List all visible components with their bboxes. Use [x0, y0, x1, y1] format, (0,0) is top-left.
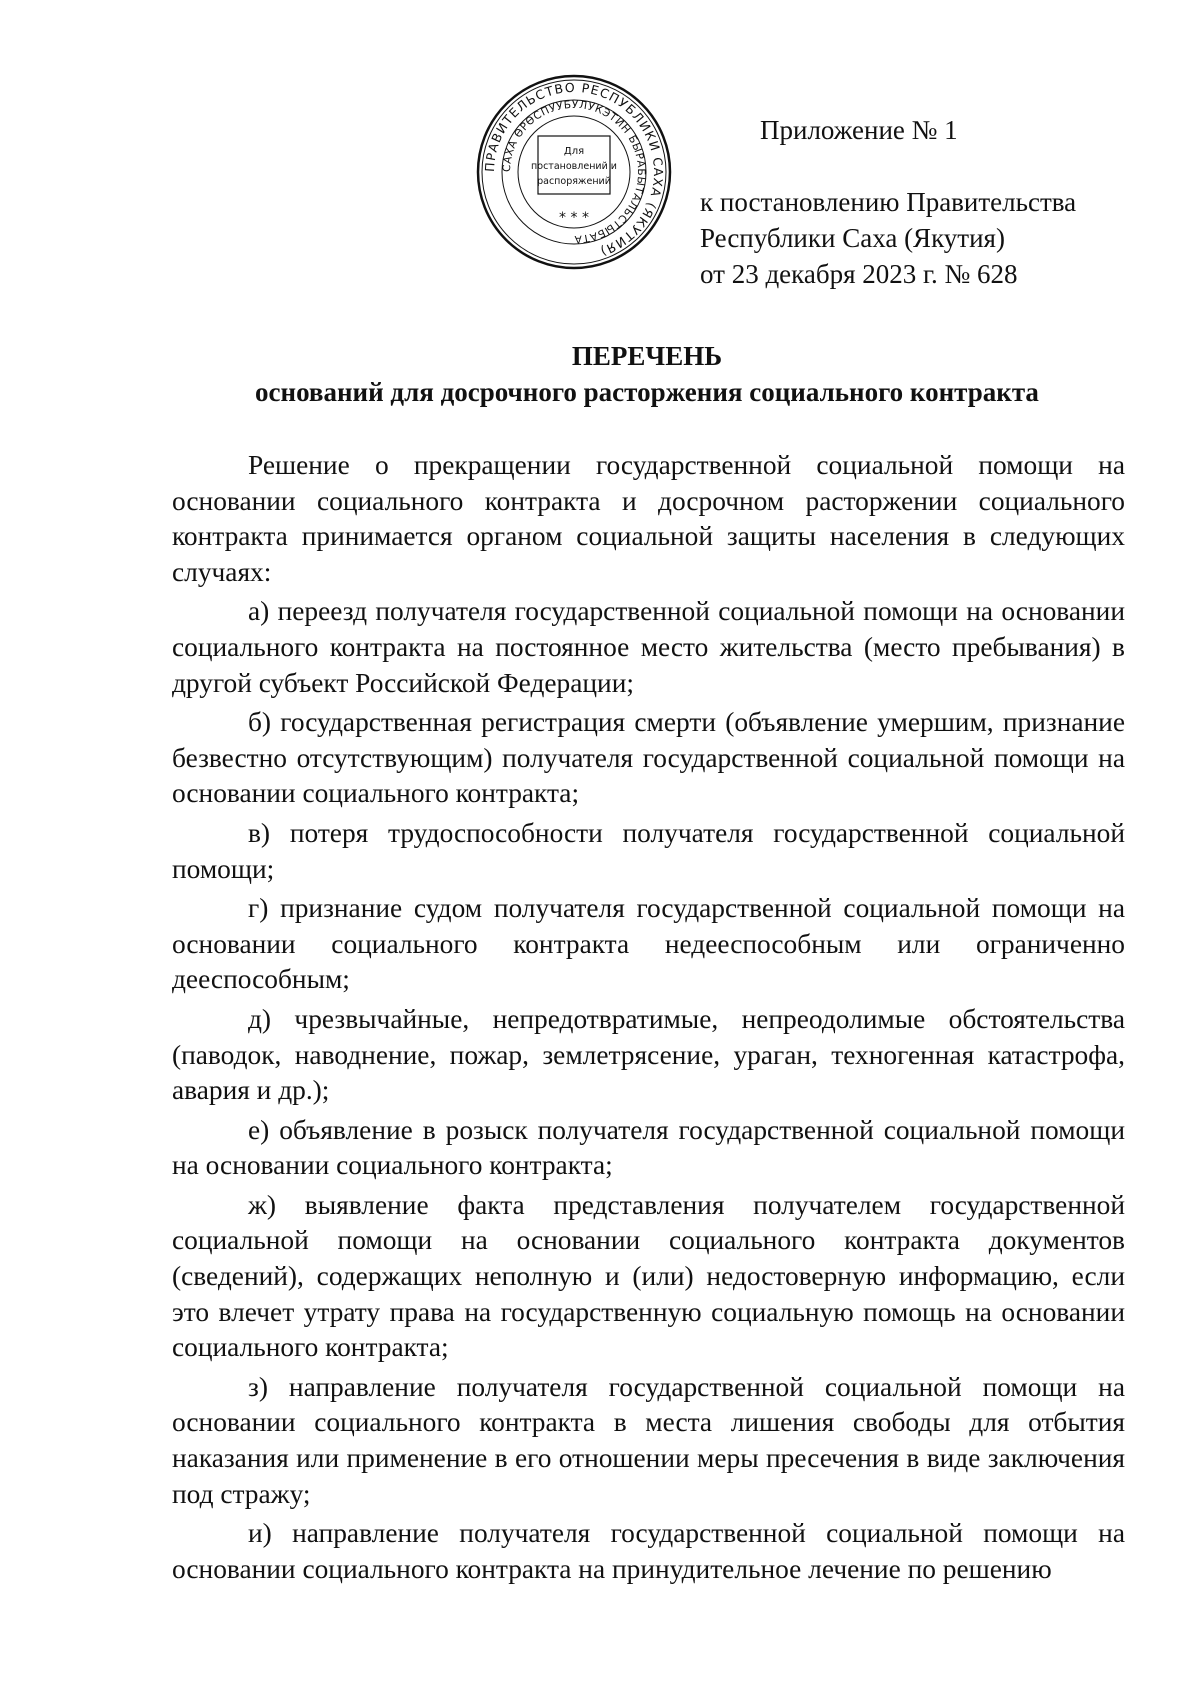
document-body: [172, 448, 1125, 1587]
seal-center-line-2: постановлений и: [531, 161, 617, 172]
list-item-z: з) направление получателя государственной социальной помощи на основании социального контракта в места лишения свободы для отбытия наказания или применение в его отношении меры пресечения в виде заключения под стражу;: [172, 1371, 1125, 1509]
list-item-e: е) объявление в розыск получателя государственной социальной помощи на основании социального контракта;: [172, 1114, 1125, 1181]
appendix-date-number: от 23 декабря 2023 г. № 628: [700, 259, 1018, 289]
list-item-b: б) государственная регистрация смерти (объявление умершим, признание безвестно отсутствующим) получателя государственной социальной помощи на основании социального контракта;: [172, 707, 1125, 809]
appendix-republic: Республики Саха (Якутия): [700, 223, 1005, 253]
title-subtitle: оснований для досрочного расторжения социального контракта: [255, 377, 1039, 407]
list-item-i: и) направление получателя государственной социальной помощи на основании социального контракта на принудительное лечение по решению: [172, 1518, 1125, 1584]
seal-graphic: [474, 72, 674, 272]
list-item-v: в) потеря трудоспособности получателя государственной социальной помощи;: [172, 817, 1125, 884]
document-title: [172, 338, 1122, 410]
list-item-g: г) признание судом получателя государственной социальной помощи на основании социального контракта недееспособным или ограниченно дееспособным;: [172, 893, 1125, 995]
list-item-d: д) чрезвычайные, непредотвратимые, непреодолимые обстоятельства (паводок, наводнение, пожар, землетрясение, ураган, техногенная катастрофа, авария и др.);: [172, 1003, 1125, 1106]
body-lead-paragraph: Решение о прекращении государственной социальной помощи на основании социального контракта и досрочном расторжении социального контракта принимается органом социальной защиты населения в следующих случаях:: [172, 450, 1125, 587]
appendix-header: [700, 112, 1140, 292]
official-seal: [474, 72, 674, 272]
list-item-zh: ж) выявление факта представления получателем государственной социальной помощи на основании социального контракта документов (сведений), содержащих неполную и (или) недостоверную информацию, если это влечет утрату права на государственную социальную помощь на основании социального контракта;: [172, 1189, 1125, 1363]
appendix-reference: к постановлению Правительства: [700, 187, 1077, 217]
seal-center-line-1: Для: [563, 146, 585, 157]
seal-stars: * * *: [559, 210, 589, 226]
seal-center-line-3: распоряжений: [537, 176, 611, 187]
seal-outer-text: ПРАВИТЕЛЬСТВО РЕСПУБЛИКИ САХА (ЯКУТИЯ): [481, 79, 667, 260]
seal-inner-text: САХА ӨРӨСПУУБУЛУКЭТИН БЫРАБЫТАЛЬСТЫБАТА: [500, 98, 648, 246]
appendix-number: Приложение № 1: [760, 115, 958, 145]
title-main: ПЕРЕЧЕНЬ: [571, 341, 723, 371]
list-item-a: а) переезд получателя государственной социальной помощи на основании социального контракта на постоянное место жительства (место пребывания) в другой субъект Российской Федерации;: [172, 596, 1125, 698]
